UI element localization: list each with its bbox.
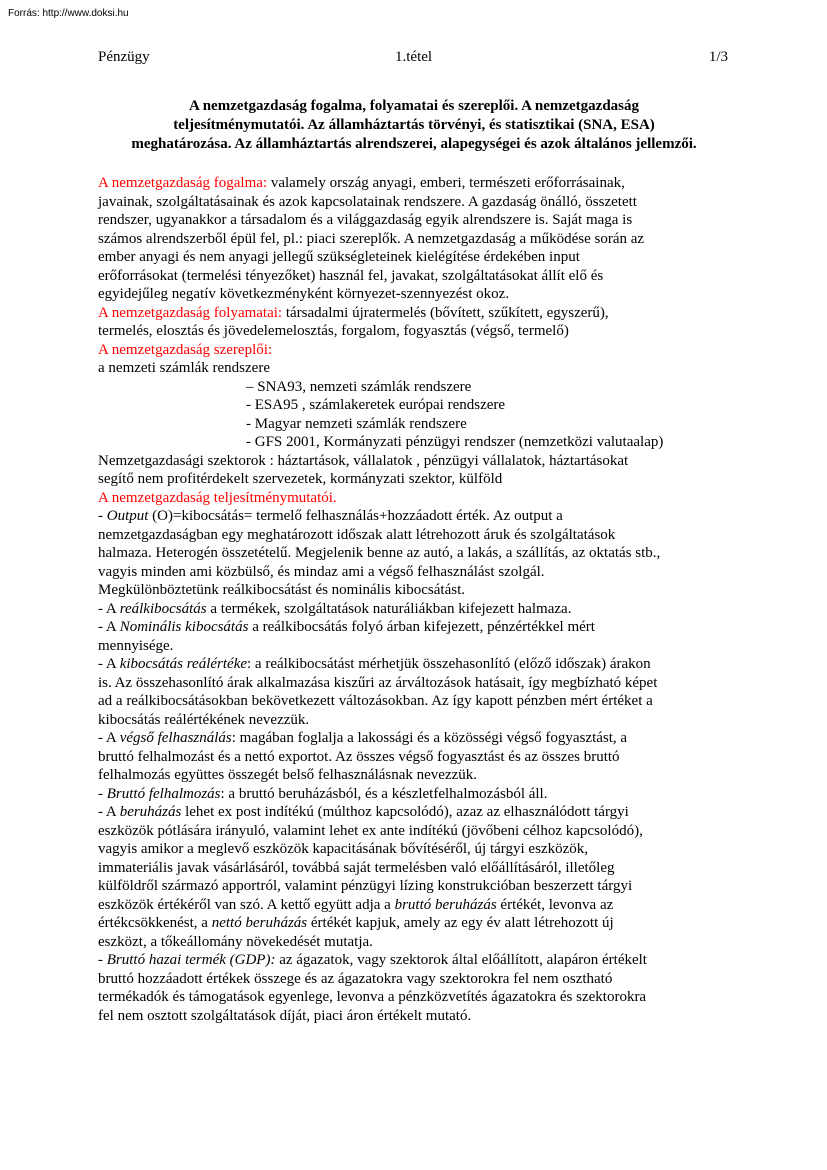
text-span: Nemzetgazdasági szektorok : háztartások, vállalatok , pénzügyi vállalatok, háztartásokat	[98, 452, 629, 469]
text-line	[98, 341, 730, 360]
text-span: eszközök pótlására irányuló, valamint lehet ex ante indítékú (jövőbeni célhoz kapcsolódó),	[98, 822, 643, 839]
section-heading: A nemzetgazdaság folyamatai:	[98, 304, 283, 321]
term: Bruttó hazai termék (GDP):	[106, 952, 276, 968]
text-line	[98, 988, 730, 1007]
text-line	[98, 322, 730, 341]
text-line	[98, 877, 730, 896]
text-span: - ESA95 , számlakeretek európai rendszere	[246, 397, 506, 413]
text-span: (O)=kibocsátás= termelő felhasználás+hozzáadott érték. Az output a	[148, 508, 563, 524]
text-line	[98, 433, 730, 452]
text-line	[98, 822, 730, 841]
text-line	[98, 711, 730, 730]
text-line	[98, 285, 730, 304]
section-heading: A nemzetgazdaság teljesítménymutatói.	[98, 489, 337, 506]
text-span: - GFS 2001, Kormányzati pénzügyi rendszer (nemzetközi valutaalap)	[246, 434, 664, 450]
text-span: értékét, levonva az	[496, 896, 614, 913]
text-span: a reálkibocsátás folyó árban kifejezett, pénzértékkel mért	[248, 619, 595, 635]
text-line	[98, 692, 730, 711]
text-span: : a reálkibocsátást mérhetjük összehasonlító (előző időszak) árakon	[247, 656, 651, 672]
text-line	[98, 359, 730, 378]
term: beruházás	[119, 804, 182, 820]
text-span: értékét kapjuk, amely az egy év alatt létrehozott új	[307, 915, 614, 931]
page-header	[98, 49, 728, 69]
text-line	[98, 600, 730, 619]
term: bruttó beruházás	[394, 896, 497, 913]
text-span: fel nem osztott szolgáltatások díját, piaci áron értékelt mutató.	[98, 1007, 472, 1024]
text-line	[98, 563, 730, 582]
header-subject: Pénzügy	[98, 49, 150, 65]
text-line	[98, 193, 730, 212]
title-line: teljesítménymutatói. Az államháztartás törvényi, és statisztikai (SNA, ESA)	[173, 117, 655, 133]
text-span: a termékek, szolgáltatások naturáliákban kifejezett halmaza.	[206, 600, 572, 617]
text-line	[98, 507, 730, 526]
text-line	[98, 544, 730, 563]
section-heading: A nemzetgazdaság szereplői:	[98, 341, 273, 358]
text-span: ember anyagi és nem anyagi jellegű szükségleteinek kielégítése érdekében input	[98, 249, 580, 265]
text-span: - Magyar nemzeti számlák rendszere	[246, 415, 467, 432]
text-line	[98, 840, 730, 859]
text-span: is. Az összehasonlító árak alkalmazása kiszűri az árváltozások hatásait, így megbízható képet	[98, 674, 658, 691]
term: nettó beruházás	[211, 915, 308, 931]
text-span: – SNA93, nemzeti számlák rendszere	[246, 378, 472, 395]
text-span: felhalmozás együttes összegét belső felhasználásnak nevezzük.	[98, 767, 478, 783]
text-line	[98, 267, 730, 286]
text-line	[98, 914, 730, 933]
text-span: külföldről származó apportról, valamint pénzügyi lízing konstrukcióban beszerzett tárgyi	[98, 878, 633, 894]
text-span: immateriális javak vásárlásáról, továbbá saját termelésben való előállításáról, illetőleg	[98, 859, 615, 876]
source-url: Forrás: http://www.doksi.hu	[8, 8, 129, 19]
term: Bruttó felhalmozás	[106, 785, 221, 802]
text-span: eszközök értékéről van szó. A kettő együtt adja a	[98, 896, 395, 913]
text-span: - A	[98, 619, 120, 635]
text-line	[98, 1007, 730, 1026]
text-line	[98, 452, 730, 471]
text-line	[98, 174, 730, 193]
text-span: kibocsátás reálértékének nevezzük.	[98, 711, 310, 728]
text-line	[98, 896, 730, 915]
text-line	[98, 729, 730, 748]
text-span: Megkülönböztetünk reálkibocsátást és nominális kibocsátást.	[98, 582, 466, 598]
text-line	[98, 970, 730, 989]
text-span: az ágazatok, vagy szektorok által előállított, alapáron értékelt	[275, 952, 647, 968]
text-span: számos alrendszerből épül fel, pl.: piaci szereplők. A nemzetgazdaság a működése során az	[98, 230, 645, 247]
text-span: : magában foglalja a lakossági és a közösségi végső fogyasztást, a	[231, 730, 628, 746]
term: Nominális kibocsátás	[119, 619, 249, 635]
text-line	[98, 230, 730, 249]
text-line	[98, 933, 730, 952]
text-span: termelés, elosztás és jövedelemelosztás, forgalom, fogyasztás (végső, termelő)	[98, 323, 569, 339]
title-line: A nemzetgazdaság fogalma, folyamatai és szereplői. A nemzetgazdaság	[188, 98, 640, 114]
text-line	[98, 581, 730, 600]
text-span: lehet ex post indítékú (múlthoz kapcsolódó), azaz az elhasználódott tárgyi	[181, 804, 629, 820]
text-line	[98, 304, 730, 323]
text-span: a nemzeti számlák rendszere	[98, 360, 270, 376]
text-line	[98, 655, 730, 674]
text-span: társadalmi újratermelés (bővített, szűkített, egyszerű),	[282, 304, 609, 321]
title-line: meghatározása. Az államháztartás alrendszerei, alapegységei és azok általános jellemzői.	[131, 136, 697, 152]
text-span: bruttó hozzáadott értékek összege és az ágazatokra vagy szektorokra fel nem osztható	[98, 970, 613, 987]
text-line	[98, 526, 730, 545]
text-line	[98, 489, 730, 508]
text-span: mennyisége.	[98, 637, 174, 654]
text-span: bruttó felhalmozást és a nettó exportot. Az összes végső fogyasztást és az összes bruttó	[98, 748, 620, 765]
document-title	[98, 97, 730, 154]
term: kibocsátás reálértéke	[119, 656, 248, 672]
text-span: vagyis minden ami közbülső, és mindaz ami a végső felhasználást szolgál.	[98, 563, 545, 580]
text-line	[98, 396, 730, 415]
text-span: -	[98, 508, 107, 524]
text-line	[98, 859, 730, 878]
text-span: értékcsökkenést, a	[98, 915, 212, 931]
text-span: erőforrásokat (termelési tényezőket) használ fel, javakat, szolgáltatásokat állít elő és	[98, 267, 604, 284]
text-line	[98, 637, 730, 656]
text-line	[98, 211, 730, 230]
text-line	[98, 785, 730, 804]
text-span: vagyis amikor a meglevő eszközök kapacitásának bővítéséről, új tárgyi eszközök,	[98, 841, 588, 857]
text-span: : a bruttó beruházásból, és a készletfelhalmozásból áll.	[220, 785, 548, 802]
text-span: halmaza. Heterogén összetételű. Megjelenik benne az autó, a lakás, a szállítás, az oktatás stb.,	[98, 545, 661, 561]
text-span: - A	[98, 730, 120, 746]
text-line	[98, 748, 730, 767]
text-line	[98, 766, 730, 785]
text-span: valamely ország anyagi, emberi, természeti erőforrásainak,	[267, 175, 625, 191]
text-line	[98, 803, 730, 822]
text-span: nemzetgazdaságban egy meghatározott időszak alatt létrehozott áruk és szolgáltatások	[98, 526, 616, 543]
text-span: ad a reálkibocsátásokban bekövetkezett változásokban. Az így kapott pénzben mért értéket a	[98, 693, 653, 709]
text-span: - A	[98, 804, 120, 820]
text-line	[98, 248, 730, 267]
text-line	[98, 378, 730, 397]
term: Output	[106, 508, 149, 524]
text-span: termékadók és támogatások egyenlege, levonva a pénzközvetítés ágazatokra és szektorokra	[98, 989, 647, 1005]
text-span: rendszer, ugyanakkor a társadalom és a világgazdaság egyik alrendszere is. Saját maga is	[98, 212, 633, 228]
text-span: egyidejűleg negatív következményként környezet-szennyezést okoz.	[98, 286, 510, 302]
header-page-number: 1/3	[708, 49, 728, 65]
text-span: segítő nem profitérdekelt szervezetek, kormányzati szektor, külföld	[98, 471, 503, 487]
text-line	[98, 618, 730, 637]
header-topic-number: 1.tétel	[395, 49, 433, 65]
term: végső felhasználás	[119, 730, 232, 746]
text-span: -	[98, 952, 107, 968]
text-line	[98, 674, 730, 693]
text-line	[98, 470, 730, 489]
text-span: - A	[98, 600, 120, 617]
text-line	[98, 951, 730, 970]
document-body	[98, 174, 730, 1025]
text-span: javainak, szolgáltatásainak és azok kapcsolatainak rendszere. A gazdaság önálló, összetett	[98, 193, 637, 210]
section-heading: A nemzetgazdaság fogalma:	[98, 175, 268, 191]
term: reálkibocsátás	[119, 600, 207, 617]
text-span: -	[98, 785, 107, 802]
text-span: eszközt, a tőkeállomány növekedését mutatja.	[98, 933, 373, 950]
text-span: - A	[98, 656, 120, 672]
text-line	[98, 415, 730, 434]
